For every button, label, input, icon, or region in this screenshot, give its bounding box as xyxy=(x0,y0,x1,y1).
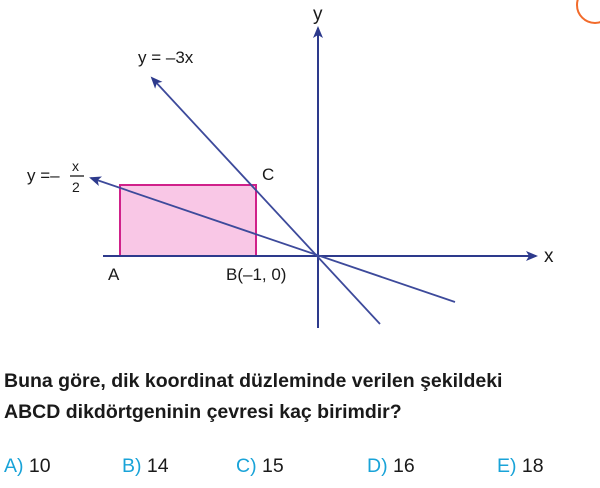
option-c-letter: C) xyxy=(236,455,257,477)
option-b[interactable] xyxy=(122,455,169,478)
x-axis-label: x xyxy=(544,246,554,267)
option-a[interactable] xyxy=(4,455,51,478)
question-line-1: Buna göre, dik koordinat düzleminde verilen şekildeki xyxy=(4,370,503,392)
line2-label-numerator: x xyxy=(72,158,79,174)
option-c[interactable] xyxy=(236,455,284,478)
option-a-value: 10 xyxy=(28,455,51,477)
y-axis-label: y xyxy=(313,4,323,25)
option-d-value: 16 xyxy=(393,455,415,477)
question-line-2: ABCD dikdörtgeninin çevresi kaç birimdir? xyxy=(4,401,402,423)
line2-label-prefix: y =– xyxy=(27,166,60,185)
option-e[interactable] xyxy=(497,455,544,478)
option-d-letter: D) xyxy=(367,455,388,477)
option-b-value: 14 xyxy=(146,455,169,477)
option-b-letter: B) xyxy=(122,455,142,477)
line2-label-denominator: 2 xyxy=(72,179,80,195)
question-text xyxy=(4,366,600,428)
option-a-letter: A) xyxy=(4,455,24,477)
option-c-value: 15 xyxy=(262,455,284,477)
point-c-label: C xyxy=(262,165,275,184)
option-e-value: 18 xyxy=(521,455,544,477)
option-d[interactable] xyxy=(367,455,415,478)
point-b-label: B(–1, 0) xyxy=(226,265,287,284)
option-e-letter: E) xyxy=(497,455,517,477)
point-a-label: A xyxy=(108,265,120,284)
line1-label: y = –3x xyxy=(138,48,194,67)
